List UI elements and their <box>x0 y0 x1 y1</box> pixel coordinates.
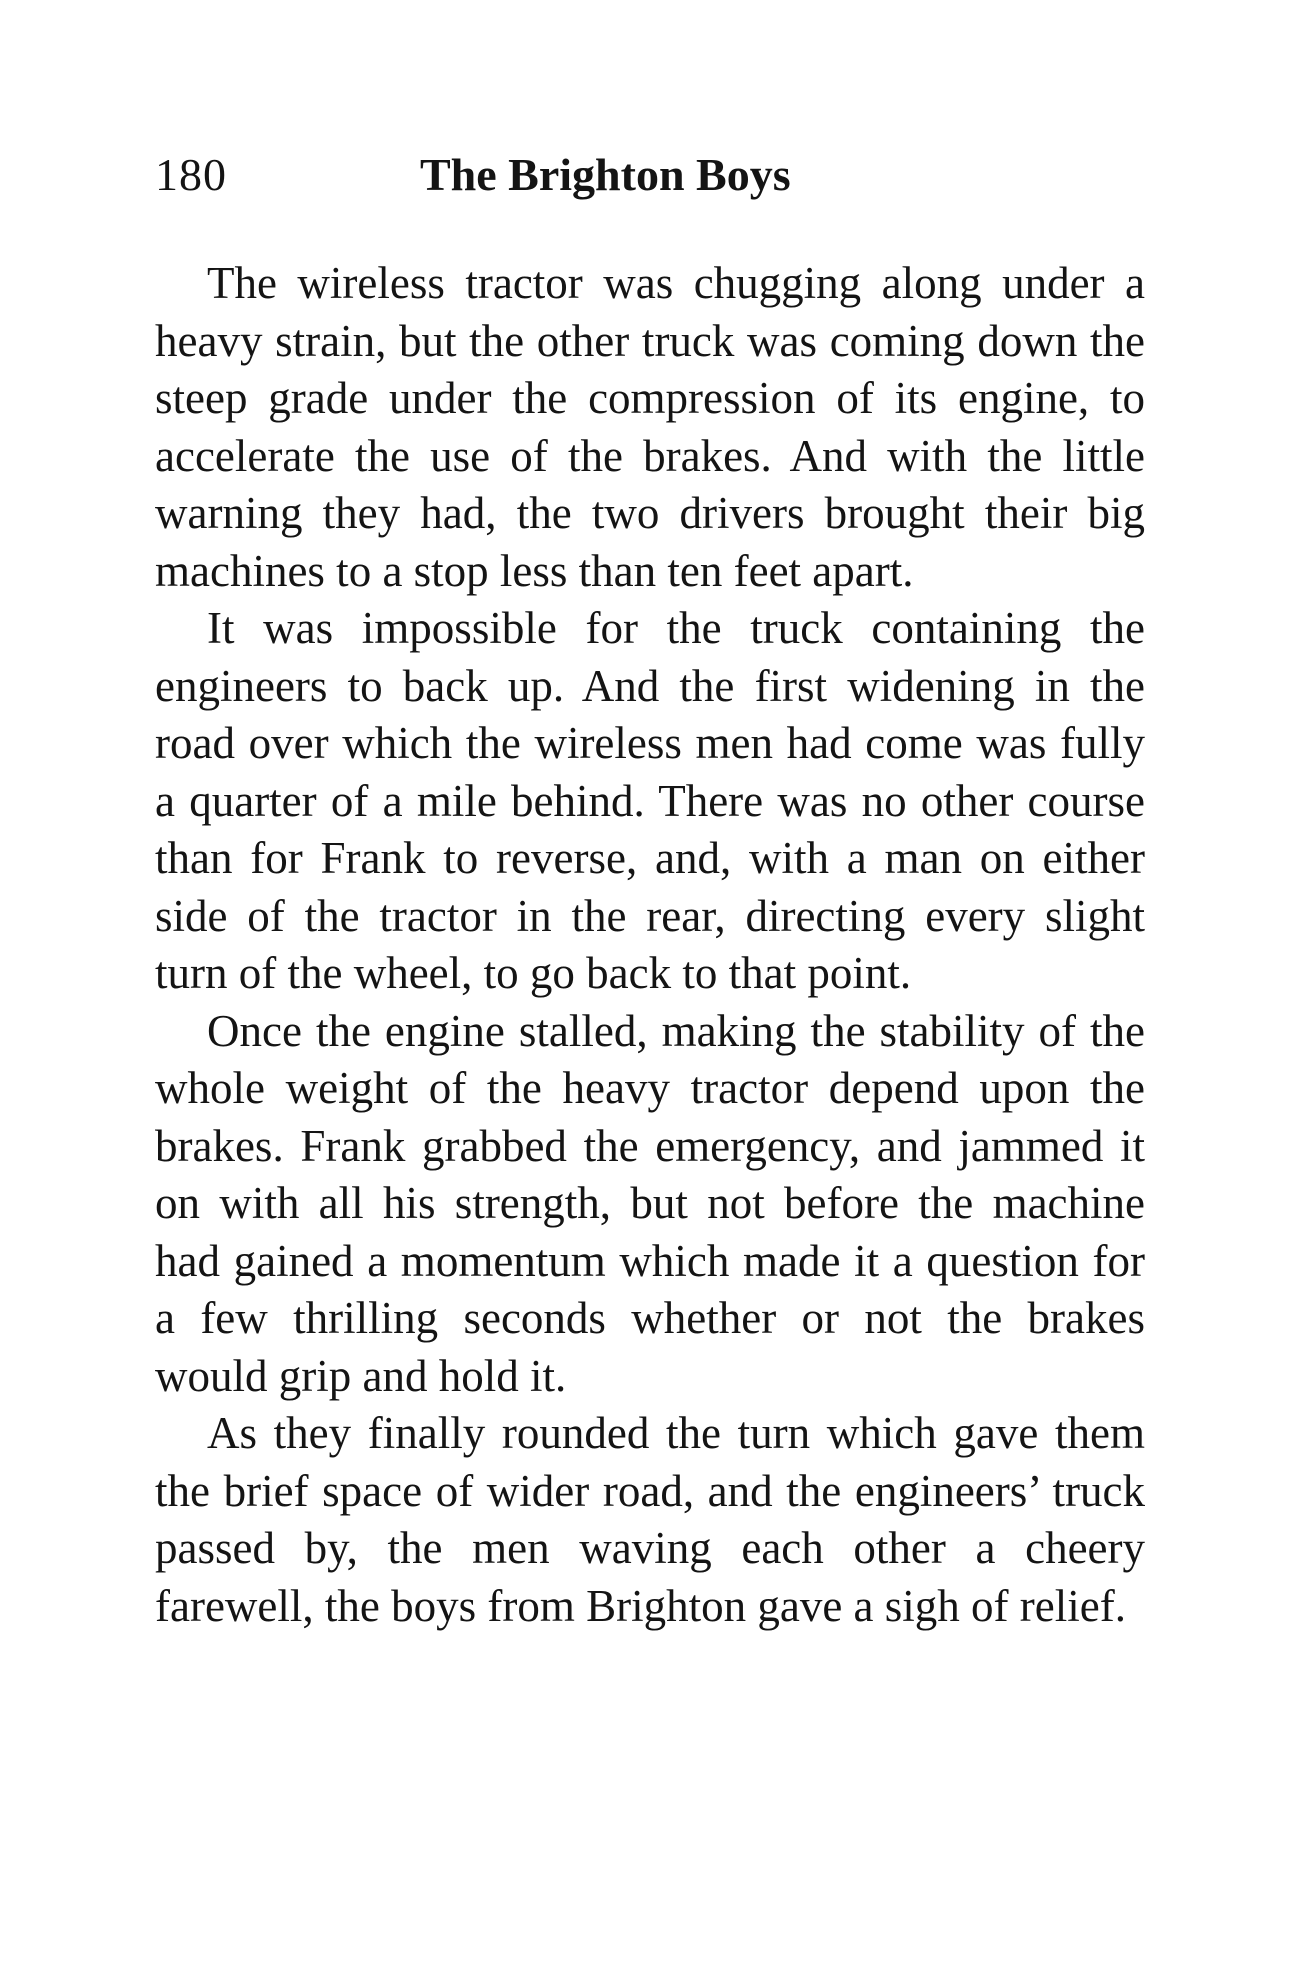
page-number: 180 <box>155 149 227 200</box>
book-title: The Brighton Boys <box>420 149 791 200</box>
body-text <box>155 255 1145 1635</box>
paragraph-4: As they finally rounded the turn which gave them the brief space of wider road, and the engineers’ truck passed by, the men waving each other a cheery farewell, the boys from Brighton gave a sigh of relief. <box>155 1408 1145 1631</box>
running-head <box>155 140 1155 210</box>
paragraph-1: The wireless tractor was chugging along under a heavy strain, but the other truck was coming down the steep grade under the compression of its engine, to accelerate the use of the brakes. And with the little warning they had, the two drivers brought their big machines to a stop less than ten feet apart. <box>155 258 1145 596</box>
paragraph-3: Once the engine stalled, making the stability of the whole weight of the heavy tractor depend upon the brakes. Frank grabbed the emergency, and jammed it on with all his strength, but not before the machine had gained a momentum which made it a question for a few thrilling seconds whether or not the brakes would grip and hold it. <box>155 1005 1145 1401</box>
paragraph-2: It was impossible for the truck containing the engineers to back up. And the first widening in the road over which the wireless men had come was fully a quarter of a mile behind. There was no other course than for Frank to reverse, and, with a man on either side of the tractor in the rear, directing every slight turn of the wheel, to go back to that point. <box>155 603 1145 998</box>
